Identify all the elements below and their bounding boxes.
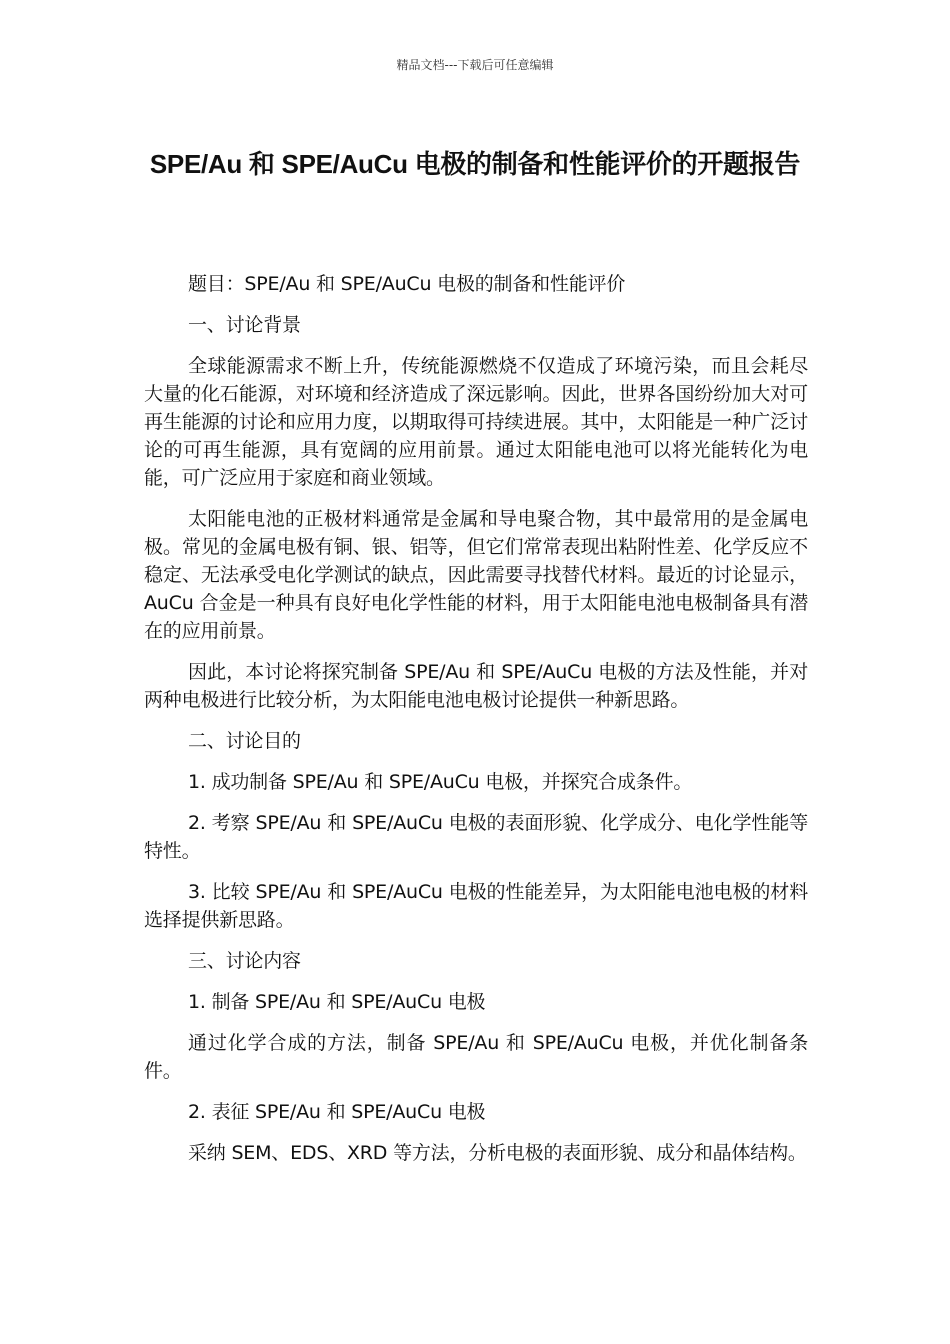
content-item-1-heading: 1. 制备 SPE/Au 和 SPE/AuCu 电极 <box>188 991 486 1013</box>
content-item-2-heading: 2. 表征 SPE/Au 和 SPE/AuCu 电极 <box>188 1101 486 1123</box>
purpose-item-3: 3. 比较 SPE/Au 和 SPE/AuCu 电极的性能差异，为太阳能电池电极的材料选择提供新思路。 <box>144 881 808 931</box>
heading-research-content: 三、讨论内容 <box>188 950 301 972</box>
heading-research-background: 一、讨论背景 <box>188 314 301 336</box>
document-body <box>144 270 808 1180</box>
paragraph-background-3: 因此，本讨论将探究制备 SPE/Au 和 SPE/AuCu 电极的方法及性能，并对两种电极进行比较分析，为太阳能电池电极讨论提供一种新思路。 <box>144 661 808 711</box>
heading-research-purpose: 二、讨论目的 <box>188 730 301 752</box>
content-item-1-text: 通过化学合成的方法，制备 SPE/Au 和 SPE/AuCu 电极，并优化制备条件。 <box>144 1032 808 1082</box>
page-header-watermark: 精品文档---下载后可任意编辑 <box>396 58 554 72</box>
paragraph-background-1: 全球能源需求不断上升，传统能源燃烧不仅造成了环境污染，而且会耗尽大量的化石能源，对环境和经济造成了深远影响。因此，世界各国纷纷加大对可再生能源的讨论和应用力度，以期取得可持续进展。其中，太阳能是一种广泛讨论的可再生能源，具有宽阔的应用前景。通过太阳能电池可以将光能转化为电能，可广泛应用于家庭和商业领域。 <box>144 355 808 489</box>
paragraph-background-2: 太阳能电池的正极材料通常是金属和导电聚合物，其中最常用的是金属电极。常见的金属电极有铜、银、铝等，但它们常常表现出粘附性差、化学反应不稳定、无法承受电化学测试的缺点，因此需要寻找替代材料。最近的讨论显示，AuCu 合金是一种具有良好电化学性能的材料，用于太阳能电池电极制备具有潜在的应用前景。 <box>144 508 808 642</box>
document-title: SPE/Au 和 SPE/AuCu 电极的制备和性能评价的开题报告 <box>149 149 801 179</box>
purpose-item-1: 1. 成功制备 SPE/Au 和 SPE/AuCu 电极，并探究合成条件。 <box>188 771 693 793</box>
content-item-2-text: 采纳 SEM、EDS、XRD 等方法，分析电极的表面形貌、成分和晶体结构。 <box>188 1142 807 1164</box>
purpose-item-2: 2. 考察 SPE/Au 和 SPE/AuCu 电极的表面形貌、化学成分、电化学性能等特性。 <box>144 812 808 862</box>
paragraph-topic: 题目：SPE/Au 和 SPE/AuCu 电极的制备和性能评价 <box>188 273 626 295</box>
